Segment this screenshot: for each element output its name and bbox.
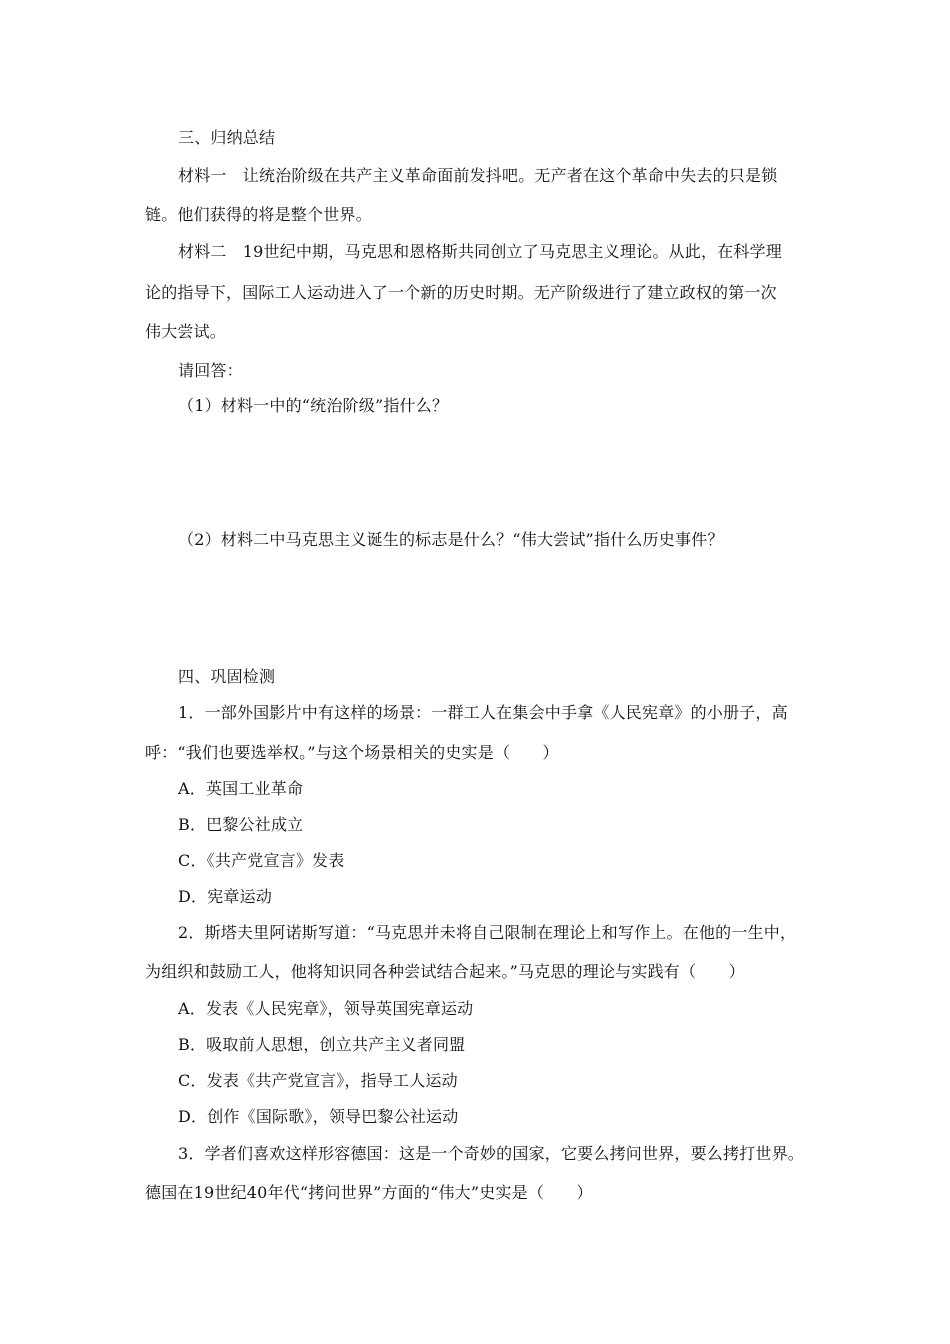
- material-1-line-1: 材料一 让统治阶级在共产主义革命面前发抖吧。无产者在这个革命中失去的只是锁: [178, 166, 778, 185]
- question-2: （2）材料二中马克思主义诞生的标志是什么？“伟大尝试”指什么历史事件？: [178, 530, 724, 549]
- mc-1-option-b: B．巴黎公社成立: [178, 815, 304, 834]
- mc-1-option-a: A．英国工业革命: [178, 779, 304, 798]
- question-1: （1）材料一中的“统治阶级”指什么？: [178, 396, 449, 415]
- mc-3-stem-line-1: 3．学者们喜欢这样形容德国：这是一个奇妙的国家，它要么拷问世界，要么拷打世界。: [178, 1144, 804, 1163]
- material-2-line-2: 论的指导下，国际工人运动进入了一个新的历史时期。无产阶级进行了建立政权的第一次: [145, 283, 777, 302]
- mc-1-option-c: C．《共产党宣言》发表: [178, 851, 345, 870]
- material-2-line-3: 伟大尝试。: [145, 322, 227, 341]
- section-4-heading: 四、巩固检测: [178, 667, 276, 686]
- mc-2-option-b: B．吸取前人思想，创立共产主义者同盟: [178, 1035, 466, 1054]
- section-3-heading: 三、归纳总结: [178, 128, 276, 147]
- answer-prompt: 请回答：: [178, 361, 243, 380]
- mc-1-stem-line-1: 1．一部外国影片中有这样的场景：一群工人在集会中手拿《人民宪章》的小册子，高: [178, 703, 788, 722]
- material-1-line-2: 链。他们获得的将是整个世界。: [145, 205, 372, 224]
- mc-1-stem-line-2: 呼：“我们也要选举权。”与这个场景相关的史实是（ ）: [145, 743, 559, 762]
- mc-2-option-a: A．发表《人民宪章》，领导英国宪章运动: [178, 999, 474, 1018]
- material-2-line-1: 材料二 19世纪中期，马克思和恩格斯共同创立了马克思主义理论。从此，在科学理: [178, 242, 782, 261]
- mc-2-option-c: C．发表《共产党宣言》，指导工人运动: [178, 1071, 458, 1090]
- mc-2-stem-line-2: 为组织和鼓励工人，他将知识同各种尝试结合起来。”马克思的理论与实践有（ ）: [145, 962, 745, 981]
- mc-3-stem-line-2: 德国在19世纪40年代“拷问世界”方面的“伟大”史实是（ ）: [145, 1183, 593, 1202]
- mc-1-option-d: D．宪章运动: [178, 887, 273, 906]
- mc-2-stem-line-1: 2．斯塔夫里阿诺斯写道：“马克思并未将自己限制在理论上和写作上。在他的一生中，: [178, 923, 797, 942]
- mc-2-option-d: D．创作《国际歌》，领导巴黎公社运动: [178, 1107, 459, 1126]
